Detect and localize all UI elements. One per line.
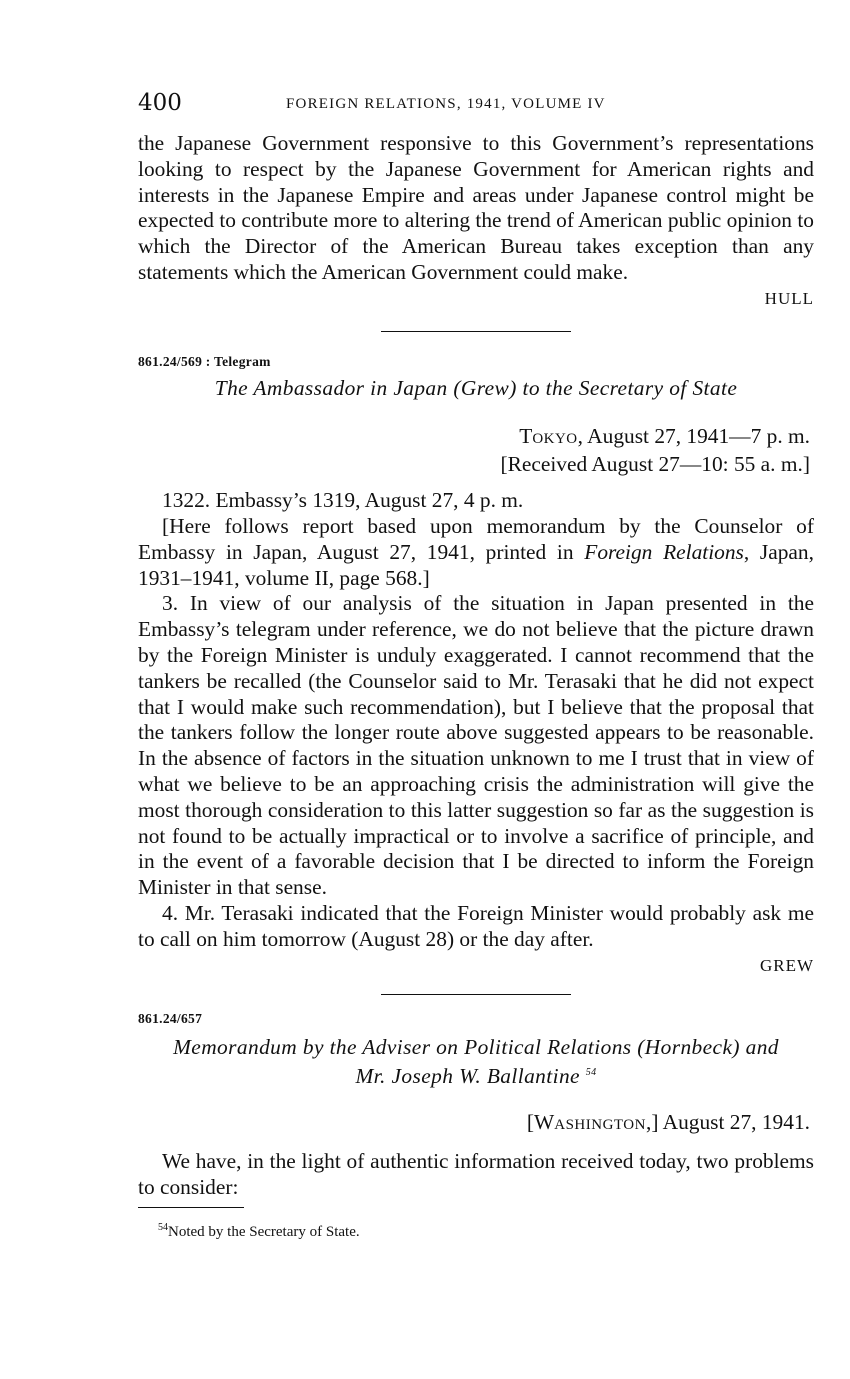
running-title: FOREIGN RELATIONS, 1941, VOLUME IV: [286, 96, 606, 112]
footnote-text: Noted by the Secretary of State.: [168, 1223, 360, 1240]
page-number: 400: [138, 90, 182, 116]
paragraph-4: 4. Mr. Terasaki indicated that the Foreign Minister would probably ask me to call on him tomorrow (August 28) or the day after.: [138, 900, 814, 951]
footnote-mark: 54: [158, 1221, 168, 1233]
bracket-paragraph: [138, 514, 814, 591]
dateline-date: ,] August 27, 1941.: [645, 1110, 810, 1135]
paragraph-3: 3. In view of our analysis of the situation in Japan presented in the Embassy’s telegram under reference, we do not believe that the picture drawn by the Foreign Minister is unduly exaggerated. I cannot recommend that the tankers be recalled (the Counselor said to Mr. Terasaki that he did not expect that I would make such recommendation), but I believe that the proposal that the tankers follow the longer route above suggested appears to be reasonable. In the absence of factors in the situation unknown to me I trust that in view of what we believe to be an approaching crisis the administration will give the most thorough consideration to this latter suggestion so far as the suggestion is not found to be actually impractical or to involve a sacrifice of principle, and in the event of a favorable decision that I be directed to inform the Foreign Minister in that sense.: [138, 591, 814, 900]
continuation-paragraph: the Japanese Government responsive to this Government’s representations looking to respect by the Japanese Government for American rights and interests in the Japanese Empire and areas under Japanese control might be expected to contribute more to altering the trend of American public opinion to which the Director of the American Bureau takes exception than any statements which the American Government could make.: [138, 131, 814, 284]
footnote-divider: [138, 1207, 244, 1208]
bracket-text-2: , Japan, 1931–1941, volume II, page 568.]: [138, 539, 814, 590]
signature-hull: HULL: [764, 288, 814, 308]
document-page: [138, 88, 814, 1241]
section-divider: [381, 994, 571, 995]
memorandum-heading-name: Mr. Joseph W. Ballantine: [355, 1064, 580, 1089]
section-divider: [381, 331, 571, 332]
publication-title: Foreign Relations: [584, 539, 744, 564]
document-heading: The Ambassador in Japan (Grew) to the Secretary of State: [214, 375, 738, 400]
dateline-bracket: [: [526, 1110, 535, 1135]
memorandum-dateline: [138, 1110, 810, 1139]
file-reference: 861.24/569 : Telegram: [138, 353, 271, 369]
dateline-place-lead: T: [519, 423, 533, 448]
memorandum-paragraph-1: We have, in the light of authentic information received today, two problems to consider:: [138, 1149, 814, 1199]
bracket-text-1: [Here follows report based upon memorandum by the Counselor of Embassy in Japan, August 27, 1941, printed in: [138, 513, 814, 564]
dateline-place-rest: OKYO: [532, 430, 578, 447]
signature-grew: GREW: [759, 955, 814, 975]
memorandum-heading-line-2: [138, 1060, 814, 1090]
received-line: [Received August 27—10: 55 a. m.]: [500, 452, 810, 477]
running-head: [138, 88, 814, 122]
dateline-date: , August 27, 1941—7 p. m.: [577, 423, 810, 448]
dateline-place-rest: ASHINGTON: [554, 1117, 646, 1134]
dateline: [138, 424, 810, 453]
dateline-place-lead: W: [534, 1110, 555, 1135]
memorandum-heading: [138, 1035, 814, 1091]
footnote-reference: 54: [585, 1067, 597, 1079]
telegram-reference: 1322. Embassy’s 1319, August 27, 4 p. m.: [162, 488, 524, 513]
memorandum-heading-line-1: Memorandum by the Adviser on Political Relations (Hornbeck) and: [173, 1034, 779, 1059]
dateline-block: [138, 424, 810, 479]
footnote: [158, 1222, 814, 1241]
file-reference: 861.24/657: [138, 1010, 203, 1026]
